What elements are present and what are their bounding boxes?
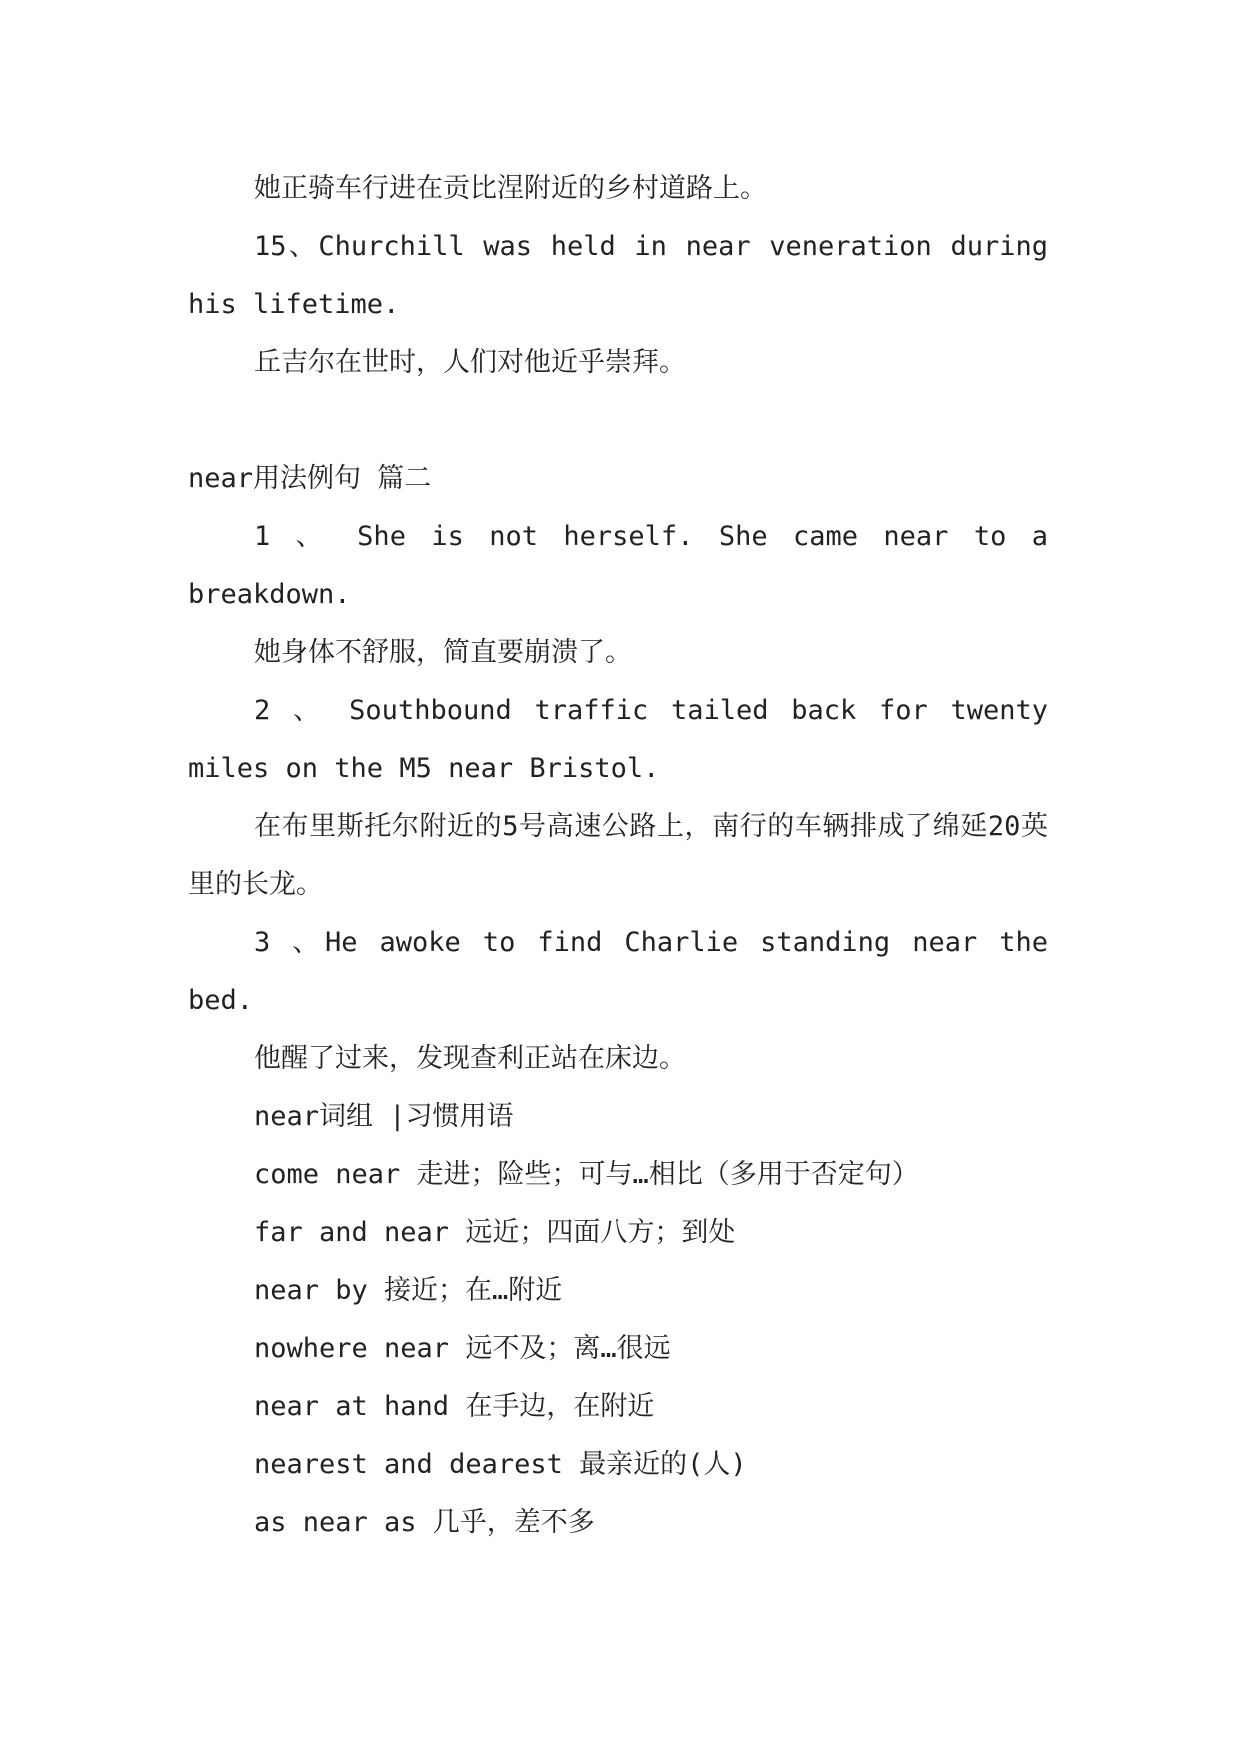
chinese-sentence-15: 丘吉尔在世时，人们对他近乎崇拜。 — [254, 347, 686, 378]
chinese-sentence-14: 她正骑车行进在贡比涅附近的乡村道路上。 — [254, 173, 767, 204]
phrase-item: as near as 几乎，差不多 — [254, 1507, 595, 1538]
phrase-item: come near 走进；险些；可与…相比（多用于否定句） — [254, 1159, 919, 1190]
section-heading: near用法例句 篇二 — [188, 463, 432, 494]
example-sentence-3: 3 、He awoke to find Charlie standing near the bed. — [188, 927, 1048, 1016]
chinese-sentence-2: 在布里斯托尔附近的5号高速公路上，南行的车辆排成了绵延20英里的长龙。 — [188, 811, 1048, 900]
phrases-title: near词组 |习惯用语 — [254, 1101, 514, 1132]
phrase-item: far and near 远近；四面八方；到处 — [254, 1217, 736, 1248]
phrase-item: nearest and dearest 最亲近的(人) — [254, 1449, 747, 1480]
phrase-item: nowhere near 远不及；离…很远 — [254, 1333, 671, 1364]
example-sentence-1: 1 、 She is not herself. She came near to a breakdown. — [188, 521, 1048, 610]
chinese-sentence-1: 她身体不舒服，简直要崩溃了。 — [254, 637, 632, 668]
phrase-item: near at hand 在手边，在附近 — [254, 1391, 655, 1422]
chinese-sentence-3: 他醒了过来，发现查利正站在床边。 — [254, 1043, 686, 1074]
section-gap — [188, 392, 1048, 450]
document-page — [188, 160, 1048, 1552]
phrase-item: near by 接近；在…附近 — [254, 1275, 563, 1306]
example-sentence-15: 15、Churchill was held in near veneration during his lifetime. — [188, 231, 1048, 320]
example-sentence-2: 2 、 Southbound traffic tailed back for twenty miles on the M5 near Bristol. — [188, 695, 1048, 784]
